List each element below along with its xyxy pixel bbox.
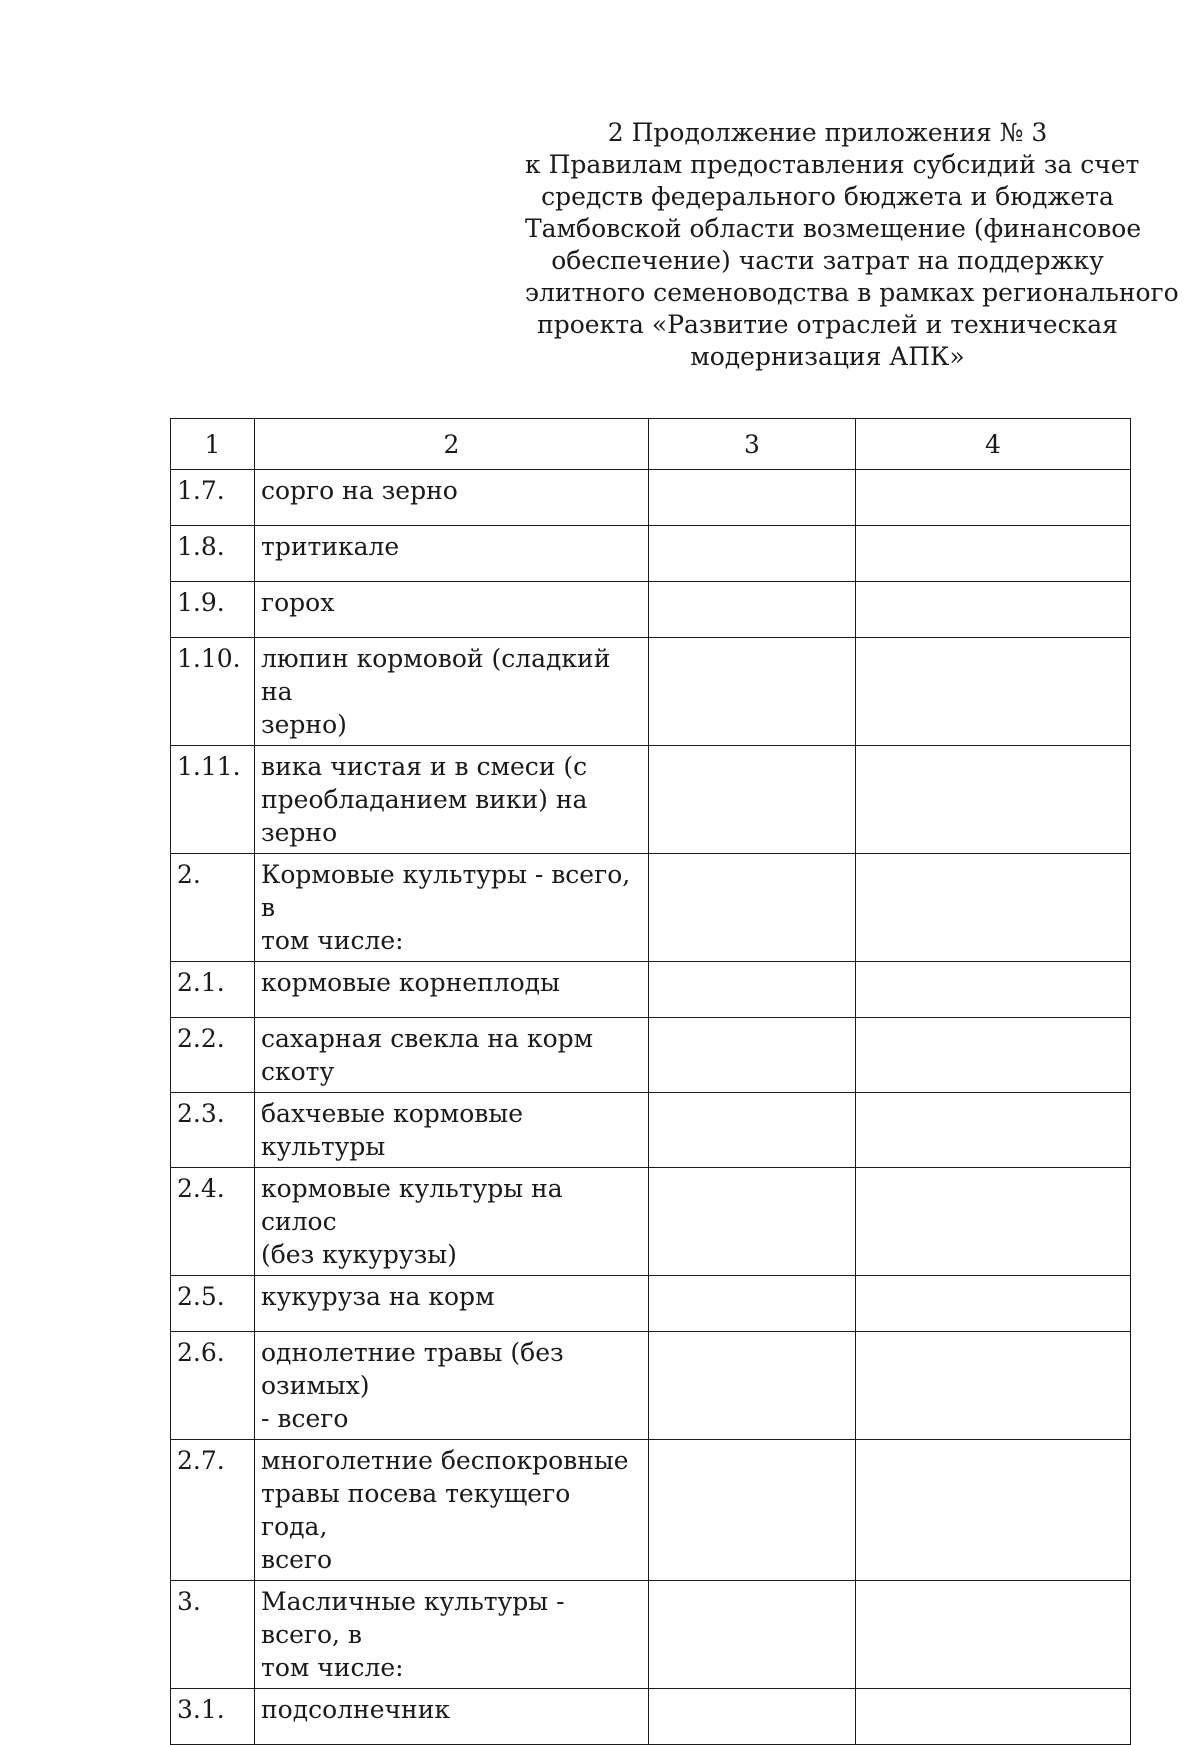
table-row [171, 1332, 1131, 1440]
table-row [171, 470, 1131, 526]
heading-line: обеспечение) части затрат на поддержку [551, 246, 1104, 275]
row-name [255, 1332, 649, 1440]
table-row [171, 1093, 1131, 1168]
row-col4-value [856, 1581, 1131, 1689]
row-name-line: кормовые культуры на силос [261, 1174, 563, 1236]
row-name-line: бахчевые кормовые культуры [261, 1099, 524, 1161]
table-row [171, 1276, 1131, 1332]
row-name [255, 470, 649, 526]
heading-line: проекта «Развитие отраслей и техническая [537, 310, 1118, 339]
row-col3-value [649, 1332, 856, 1440]
row-number: 2.3. [171, 1093, 255, 1168]
row-name [255, 1093, 649, 1168]
row-name [255, 1581, 649, 1689]
row-name [255, 1276, 649, 1332]
table-row [171, 1168, 1131, 1276]
row-name [255, 1440, 649, 1581]
row-name [255, 1018, 649, 1093]
row-name [255, 1168, 649, 1276]
row-col3-value [649, 526, 856, 582]
row-number: 3. [171, 1581, 255, 1689]
row-col4-value [856, 1440, 1131, 1581]
heading-line: 2 Продолжение приложения № 3 [607, 118, 1048, 147]
row-col4-value [856, 1332, 1131, 1440]
row-name-line: Кормовые культуры - всего, в [261, 860, 631, 922]
row-name-line: кукуруза на корм [261, 1282, 495, 1311]
table-row [171, 638, 1131, 746]
row-number: 1.11. [171, 746, 255, 854]
heading-line: модернизация АПК» [690, 342, 965, 371]
row-col3-value [649, 854, 856, 962]
row-col4-value [856, 962, 1131, 1018]
table-row [171, 854, 1131, 962]
row-name-line: кормовые корнеплоды [261, 968, 560, 997]
document-heading [525, 117, 1179, 373]
row-name-line: тритикале [261, 532, 400, 561]
row-col3-value [649, 470, 856, 526]
row-name [255, 854, 649, 962]
row-col4-value [856, 526, 1131, 582]
column-header-3: 3 [649, 419, 856, 470]
row-col4-value [856, 746, 1131, 854]
row-name-line: травы посева текущего года, [261, 1479, 571, 1541]
heading-line: элитного семеноводства в рамках регионального [525, 278, 1179, 307]
table-body [171, 470, 1131, 1745]
row-col3-value [649, 1018, 856, 1093]
row-col3-value [649, 638, 856, 746]
row-col4-value [856, 582, 1131, 638]
row-col4-value [856, 638, 1131, 746]
row-name [255, 582, 649, 638]
row-col3-value [649, 962, 856, 1018]
row-name [255, 638, 649, 746]
row-col3-value [649, 746, 856, 854]
table-row [171, 1440, 1131, 1581]
row-name-line: - всего [261, 1404, 349, 1433]
row-col3-value [649, 1093, 856, 1168]
row-name-line: всего [261, 1545, 333, 1574]
row-name-line: преобладанием вики) на зерно [261, 785, 588, 847]
row-number: 1.9. [171, 582, 255, 638]
row-col3-value [649, 1440, 856, 1581]
row-name-line: зерно) [261, 710, 347, 739]
row-name-line: вика чистая и в смеси (с [261, 752, 588, 781]
row-name-line: том числе: [261, 926, 404, 955]
row-name-line: подсолнечник [261, 1695, 450, 1724]
heading-line: к Правилам предоставления субсидий за счет [525, 150, 1140, 179]
row-name [255, 526, 649, 582]
heading-line: Тамбовской области возмещение (финансовое [525, 214, 1142, 243]
table-header [171, 419, 1131, 470]
row-number: 3.1. [171, 1689, 255, 1745]
row-name-line: Масличные культуры - всего, в [261, 1587, 565, 1649]
row-name-line: горох [261, 588, 335, 617]
table-header-row [171, 419, 1131, 470]
column-header-1: 1 [171, 419, 255, 470]
row-name-line: сахарная свекла на корм скоту [261, 1024, 594, 1086]
table-row [171, 962, 1131, 1018]
heading-line: средств федерального бюджета и бюджета [541, 182, 1114, 211]
row-col3-value [649, 1276, 856, 1332]
row-name-line: люпин кормовой (сладкий на [261, 644, 611, 706]
row-number: 2.2. [171, 1018, 255, 1093]
row-name [255, 962, 649, 1018]
row-name-line: многолетние беспокровные [261, 1446, 629, 1475]
row-number: 2. [171, 854, 255, 962]
row-name-line: сорго на зерно [261, 476, 458, 505]
row-number: 1.8. [171, 526, 255, 582]
row-col4-value [856, 1018, 1131, 1093]
row-col4-value [856, 1093, 1131, 1168]
row-col4-value [856, 470, 1131, 526]
row-col4-value [856, 1168, 1131, 1276]
row-number: 1.10. [171, 638, 255, 746]
row-number: 2.5. [171, 1276, 255, 1332]
row-number: 2.1. [171, 962, 255, 1018]
table-row [171, 526, 1131, 582]
row-col3-value [649, 1168, 856, 1276]
crops-table [170, 418, 1131, 1745]
table-row [171, 582, 1131, 638]
row-number: 1.7. [171, 470, 255, 526]
row-col3-value [649, 582, 856, 638]
column-header-4: 4 [856, 419, 1131, 470]
table-row [171, 1018, 1131, 1093]
row-name-line: том числе: [261, 1653, 404, 1682]
row-number: 2.7. [171, 1440, 255, 1581]
row-col3-value [649, 1581, 856, 1689]
row-name-line: (без кукурузы) [261, 1240, 457, 1269]
column-header-2: 2 [255, 419, 649, 470]
table-row [171, 1581, 1131, 1689]
row-number: 2.4. [171, 1168, 255, 1276]
row-col4-value [856, 854, 1131, 962]
row-name [255, 746, 649, 854]
table-row [171, 746, 1131, 854]
row-col4-value [856, 1276, 1131, 1332]
row-number: 2.6. [171, 1332, 255, 1440]
row-name-line: однолетние травы (без озимых) [261, 1338, 564, 1400]
